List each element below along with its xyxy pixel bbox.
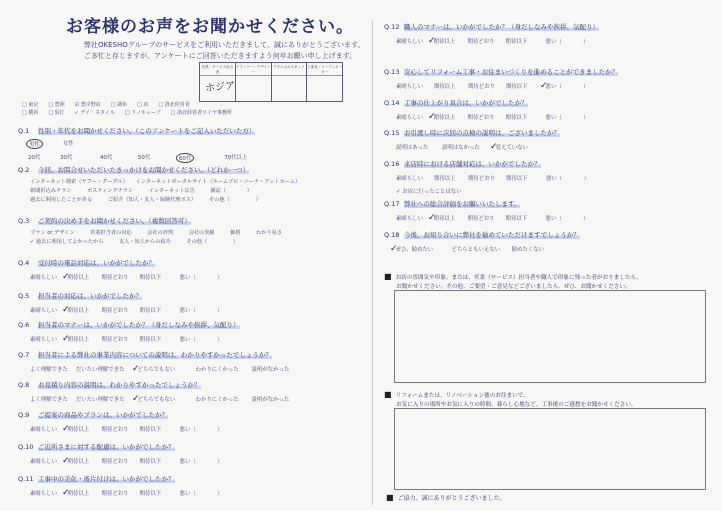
rating-option[interactable]: 素晴らしい [30, 427, 57, 433]
rating-option[interactable]: 覚えていない [495, 145, 528, 151]
comment-prompt-1: ■ お店の雰囲気や印象、または、営業（サービス）担当者や職人で印象に残った者がおりましたら、 お聞かせください。その他、ご要望・ご意見などございましたら、ぜひ、お聞かせください。 [384, 272, 642, 290]
question-text: 来店時における店舗対応は、いかがでしたか？ [404, 160, 541, 168]
question-q5 [18, 291, 223, 316]
question-number: Q.10 [18, 443, 34, 451]
check-mark: ✓ [62, 456, 70, 466]
check-mark: ✓ [62, 488, 70, 498]
store-option[interactable]: ☑ 豊岸野店 [74, 102, 101, 108]
check-mark: ✓ [490, 142, 498, 152]
question-q13 [384, 67, 618, 92]
rating-option[interactable]: 悪い（ ） [179, 427, 223, 433]
question-number: Q.6 [18, 321, 30, 329]
page-title: お客様のお声をお聞かせください。 [66, 17, 354, 37]
rating-option[interactable]: 期待どおり [101, 275, 129, 281]
staff-cell-planner: プランナー・デザイナー [236, 63, 272, 101]
rating-option[interactable]: 期待どおり [101, 308, 129, 314]
question-q8 [18, 380, 289, 405]
rating-option[interactable]: 期待以下 [139, 337, 162, 343]
rating-option[interactable]: 期待どおり [101, 337, 129, 343]
question-text: 弊社への総合評価をお願いいたします。 [404, 200, 521, 208]
comment-prompt-2: ■ リフォームまたは、リノベーション後のお住まいで、 お気に入りの場所やお気に入りの時間、暮らし心地など、工事後のご感想をお聞かせください。 [384, 390, 637, 408]
bullet-icon: ■ [386, 493, 394, 502]
intro-text [84, 40, 364, 62]
rating-option[interactable]: 期待以下 [139, 275, 162, 281]
rating-option[interactable]: わかりにくかった [195, 397, 239, 403]
store-option[interactable]: □ 調布 [110, 102, 128, 108]
rating-option[interactable]: 期待以上 [434, 176, 456, 182]
rating-option[interactable]: 悪い（ ） [179, 337, 223, 343]
rating-option[interactable]: 素晴らしい [396, 39, 423, 45]
check-mark: ✓ [62, 424, 70, 434]
rating-option[interactable]: 期待どおり [101, 459, 129, 465]
rating-option[interactable]: 期待どおり [467, 115, 495, 121]
rating-option[interactable]: わかりにくかった [195, 367, 239, 373]
store-row-1 [22, 101, 232, 109]
rating-option[interactable]: 素晴らしい [396, 115, 423, 121]
question-q4 [18, 258, 223, 283]
store-row-2 [22, 109, 232, 117]
rating-option[interactable]: 期待以下 [506, 84, 528, 90]
rating-option[interactable]: ぜひ、勧めたい [395, 247, 434, 253]
q2-options-line-1[interactable]: インターネット検索（ヤフー・グーグル） インターネットポータルサイト（ホームプロ・ニーナ・アットホーム） [30, 179, 301, 185]
question-q6 [18, 320, 240, 345]
rating-option[interactable]: 素晴らしい [30, 308, 57, 314]
comment-box-2[interactable] [394, 408, 706, 490]
rating-option[interactable]: 素晴らしい [396, 216, 423, 222]
question-text: 性別・年代をお聞かせください。（このアンケートをご記入いただいた方） [38, 127, 256, 135]
question-text: 工事の仕上がり具合は、いかがでしたか？ [404, 99, 528, 107]
age-option-selected[interactable]: 60代 [176, 153, 194, 163]
check-mark: ✓ [428, 112, 436, 122]
check-mark: ✓ [390, 244, 398, 254]
thanks-message: ■ ご協力、誠にありがとうございました。 [386, 493, 506, 502]
question-text: 担当者のマナーは、いかがでしたか？（身だしなみや挨拶、気配り） [38, 321, 240, 329]
rating-option[interactable]: 期待以下 [139, 308, 162, 314]
rating-option[interactable]: 悪い（ ） [179, 491, 223, 497]
question-number: Q.3 [18, 217, 30, 225]
intro-line-1: 弊社OKESHOグループのサービスをご利用いただきまして、誠にありがとうございます。 [84, 41, 365, 49]
q3-options-line-2[interactable]: ✓ 過去に利用してよかったから 友人・知人からの紹介 その他（ ） [30, 239, 239, 245]
rating-option[interactable]: 期待以上 [434, 84, 456, 90]
check-mark: ✓ [132, 364, 140, 374]
check-mark: ✓ [62, 272, 70, 282]
age-option[interactable]: 40代 [100, 155, 113, 161]
question-number: Q.5 [18, 292, 30, 300]
question-number: Q.17 [384, 200, 400, 208]
rating-option[interactable]: 説明はあった [396, 145, 429, 151]
question-q14 [384, 98, 589, 123]
rating-option[interactable]: 期待以下 [505, 39, 528, 45]
check-mark: ✓ [62, 334, 70, 344]
store-option[interactable]: □ リノキューブ [125, 110, 161, 116]
question-text: 工事中の美化・後片付けは、いかがでしたか？ [38, 475, 175, 483]
question-q12 [384, 22, 599, 47]
question-text: 安心してリフォーム工事・お住まいづくりを進めることができましたか？ [404, 68, 619, 76]
question-text: 今回、お問合せいただいたきっかけをお聞かせください。（どれか一つ） [38, 166, 250, 174]
staff-cell-coordinator: 工事長・コーディネーター [307, 65, 342, 74]
handwritten-signature: ホジア [204, 80, 236, 95]
question-q7 [18, 350, 289, 375]
question-number: Q.18 [384, 231, 400, 239]
rating-option[interactable]: 期待どおり [101, 491, 129, 497]
gender-female-option[interactable]: 女性 [62, 141, 74, 147]
rating-option[interactable]: 素晴らしい [396, 84, 423, 90]
store-option[interactable]: □ 洛北経営者 [158, 102, 190, 108]
rating-option[interactable]: どちらともいえない [451, 247, 501, 253]
store-option[interactable]: □ 店 [137, 102, 149, 108]
question-q11 [18, 474, 223, 499]
question-q1 [18, 126, 255, 163]
rating-option[interactable]: 素晴らしい [30, 337, 57, 343]
rating-option[interactable]: 素晴らしい [30, 491, 57, 497]
rating-option[interactable]: 期待以下 [139, 427, 162, 433]
store-option[interactable]: ✓ デイ・スタイル [74, 110, 115, 116]
bullet-icon: ■ [384, 390, 392, 399]
rating-option[interactable]: 期待以上 [67, 275, 90, 281]
rating-option[interactable]: 期待どおり [467, 39, 495, 45]
question-q9 [18, 410, 223, 435]
q2-options-line-2[interactable]: 新聞折込みチラシ ポスティングチラシ インターネット広告 雑誌（ ） [30, 188, 252, 194]
rating-option[interactable]: 期待以上 [67, 459, 90, 465]
rating-option[interactable]: 期待どおり [101, 427, 129, 433]
question-q15 [384, 128, 560, 153]
rating-option[interactable]: 期待以上 [433, 216, 456, 222]
rating-option[interactable]: 説明がなかった [251, 397, 290, 403]
store-option[interactable]: □ 横浜 [22, 110, 39, 116]
q3-options-line-1[interactable]: プラン or デザイン 営業担当者の対応 会社の評判 会社の実績 価格 わかり易さ [30, 230, 283, 236]
bullet-icon: ■ [384, 272, 392, 281]
check-mark: ✓ [428, 36, 436, 46]
question-number: Q.4 [18, 259, 30, 267]
rating-option[interactable]: だいたい理解できた [76, 397, 125, 403]
rating-option[interactable]: よく理解できた [30, 367, 68, 373]
rating-option[interactable]: 悪い（ ） [179, 459, 223, 465]
age-option[interactable]: 20代 [28, 155, 41, 161]
check-mark: ✓ [540, 81, 548, 91]
question-number: Q.13 [384, 68, 400, 76]
question-text: ご近所さまに対する配慮は、いかがでしたか？ [38, 443, 175, 451]
intro-line-2: ご多忙と存じますが、アンケートにご回答いただきますよう何卒お願い申し上げます。 [84, 52, 357, 60]
question-q10 [18, 442, 223, 467]
question-q18 [384, 230, 580, 255]
rating-option[interactable]: 説明はなかった [442, 145, 480, 151]
no-visit-option[interactable]: ✓ お店に行ったことはない [396, 189, 462, 195]
store-option[interactable]: □ 狛江 [48, 110, 65, 116]
check-mark: ✓ [428, 213, 436, 223]
rating-option[interactable]: 期待以上 [67, 427, 90, 433]
rating-option[interactable]: 期待以上 [433, 115, 456, 121]
rating-option[interactable]: 期待どおり [468, 84, 495, 90]
question-number: Q.2 [18, 166, 30, 174]
question-number: Q.1 [18, 127, 30, 135]
comment-box-1[interactable] [394, 290, 706, 383]
rating-option[interactable]: だいたい理解できた [76, 367, 125, 373]
question-text: 職人のマナーは、いかがでしたか？（身だしなみや挨拶、気配り） [404, 23, 599, 31]
question-q2 [18, 165, 300, 205]
rating-option[interactable]: 素晴らしい [30, 275, 57, 281]
rating-option[interactable]: 期待以下 [505, 216, 528, 222]
check-mark: ✓ [132, 394, 140, 404]
question-number: Q.7 [18, 351, 30, 359]
rating-option[interactable]: 素晴らしい [30, 459, 57, 465]
rating-option[interactable]: 期待以上 [67, 337, 90, 343]
rating-option[interactable]: 期待以上 [433, 39, 456, 45]
age-option[interactable]: 50代 [138, 155, 151, 161]
question-q3 [18, 216, 282, 247]
question-number: Q.14 [384, 99, 400, 107]
rating-option[interactable]: 期待以上 [67, 308, 90, 314]
rating-option[interactable]: よく理解できた [30, 397, 68, 403]
rating-option[interactable]: 悪い（ ） [546, 176, 590, 182]
question-number: Q.8 [18, 381, 30, 389]
rating-option[interactable]: 期待以下 [505, 115, 528, 121]
rating-option[interactable]: 悪い（ ） [545, 39, 589, 45]
store-option[interactable]: □ 東京 [22, 102, 39, 108]
question-text: お引渡し時に次回の点検の説明は、ございましたか？ [404, 129, 560, 137]
question-text: お見積り内容の説明は、わかりやすかったでしょうか？ [38, 381, 201, 389]
staff-cell-technical: テクニカルスタッフ [272, 63, 308, 101]
rating-option[interactable]: 説明がなかった [251, 367, 290, 373]
rating-option[interactable]: 期待どおり [468, 176, 495, 182]
rating-option[interactable]: 期待以上 [67, 491, 90, 497]
question-text: 今後、お知り合いに弊社を勧めていただけますでしょうか？ [404, 231, 580, 239]
question-text: ご提案の商品やプランは、いかがでしたか？ [38, 411, 168, 419]
rating-option[interactable]: 悪い（ ） [545, 115, 589, 121]
rating-option[interactable]: 悪い（ ） [545, 84, 589, 90]
store-option[interactable]: □ 洛北経営者ロイヤ事務所 [170, 110, 232, 116]
q2-options-line-3[interactable]: 過去に利用したことがある ご紹介（知人・友人・保険代理ボス） その他（ ） [30, 197, 261, 203]
age-option[interactable]: 30代 [60, 155, 73, 161]
rating-option[interactable]: 期待以下 [139, 491, 162, 497]
question-q16 [384, 159, 589, 195]
store-option[interactable]: □ 豊洲 [48, 102, 65, 108]
question-number: Q.11 [18, 475, 34, 483]
rating-option[interactable]: 期待以下 [506, 176, 528, 182]
question-number: Q.15 [384, 129, 400, 137]
question-q17 [384, 199, 589, 224]
question-text: 担当者による弊社の事業内容についての説明は、わかりやすかったでしょうか？ [38, 351, 272, 359]
rating-option[interactable]: 悪い（ ） [545, 216, 589, 222]
rating-option[interactable]: 素晴らしい [396, 176, 423, 182]
gender-male-option[interactable]: 男性 [26, 139, 43, 149]
staff-cell-sales: 営業・サービス担当者 [200, 63, 236, 101]
column-divider [372, 20, 373, 505]
rating-option[interactable]: 悪い（ ） [179, 275, 223, 281]
question-text: 担当者の対応は、いかがでしたか？ [38, 292, 142, 300]
question-number: Q.9 [18, 411, 30, 419]
rating-option[interactable]: 期待どおり [467, 216, 495, 222]
rating-option[interactable]: どちらでもない [137, 397, 176, 403]
rating-option[interactable]: 悪い（ ） [179, 308, 223, 314]
store-checkboxes [22, 101, 232, 117]
question-text: 受付時の電話対応は、いかがでしたか？ [38, 259, 155, 267]
age-option[interactable]: 70代以上 [224, 155, 248, 161]
question-text: ご契約の決め手をお聞かせください。（複数回答可） [38, 217, 191, 225]
question-number: Q.12 [384, 23, 400, 31]
rating-option[interactable]: どちらでもない [137, 367, 176, 373]
check-mark: ✓ [62, 305, 70, 315]
question-number: Q.16 [384, 160, 400, 168]
rating-option[interactable]: 期待以下 [139, 459, 162, 465]
rating-option[interactable]: 勧めたくない [511, 247, 544, 253]
